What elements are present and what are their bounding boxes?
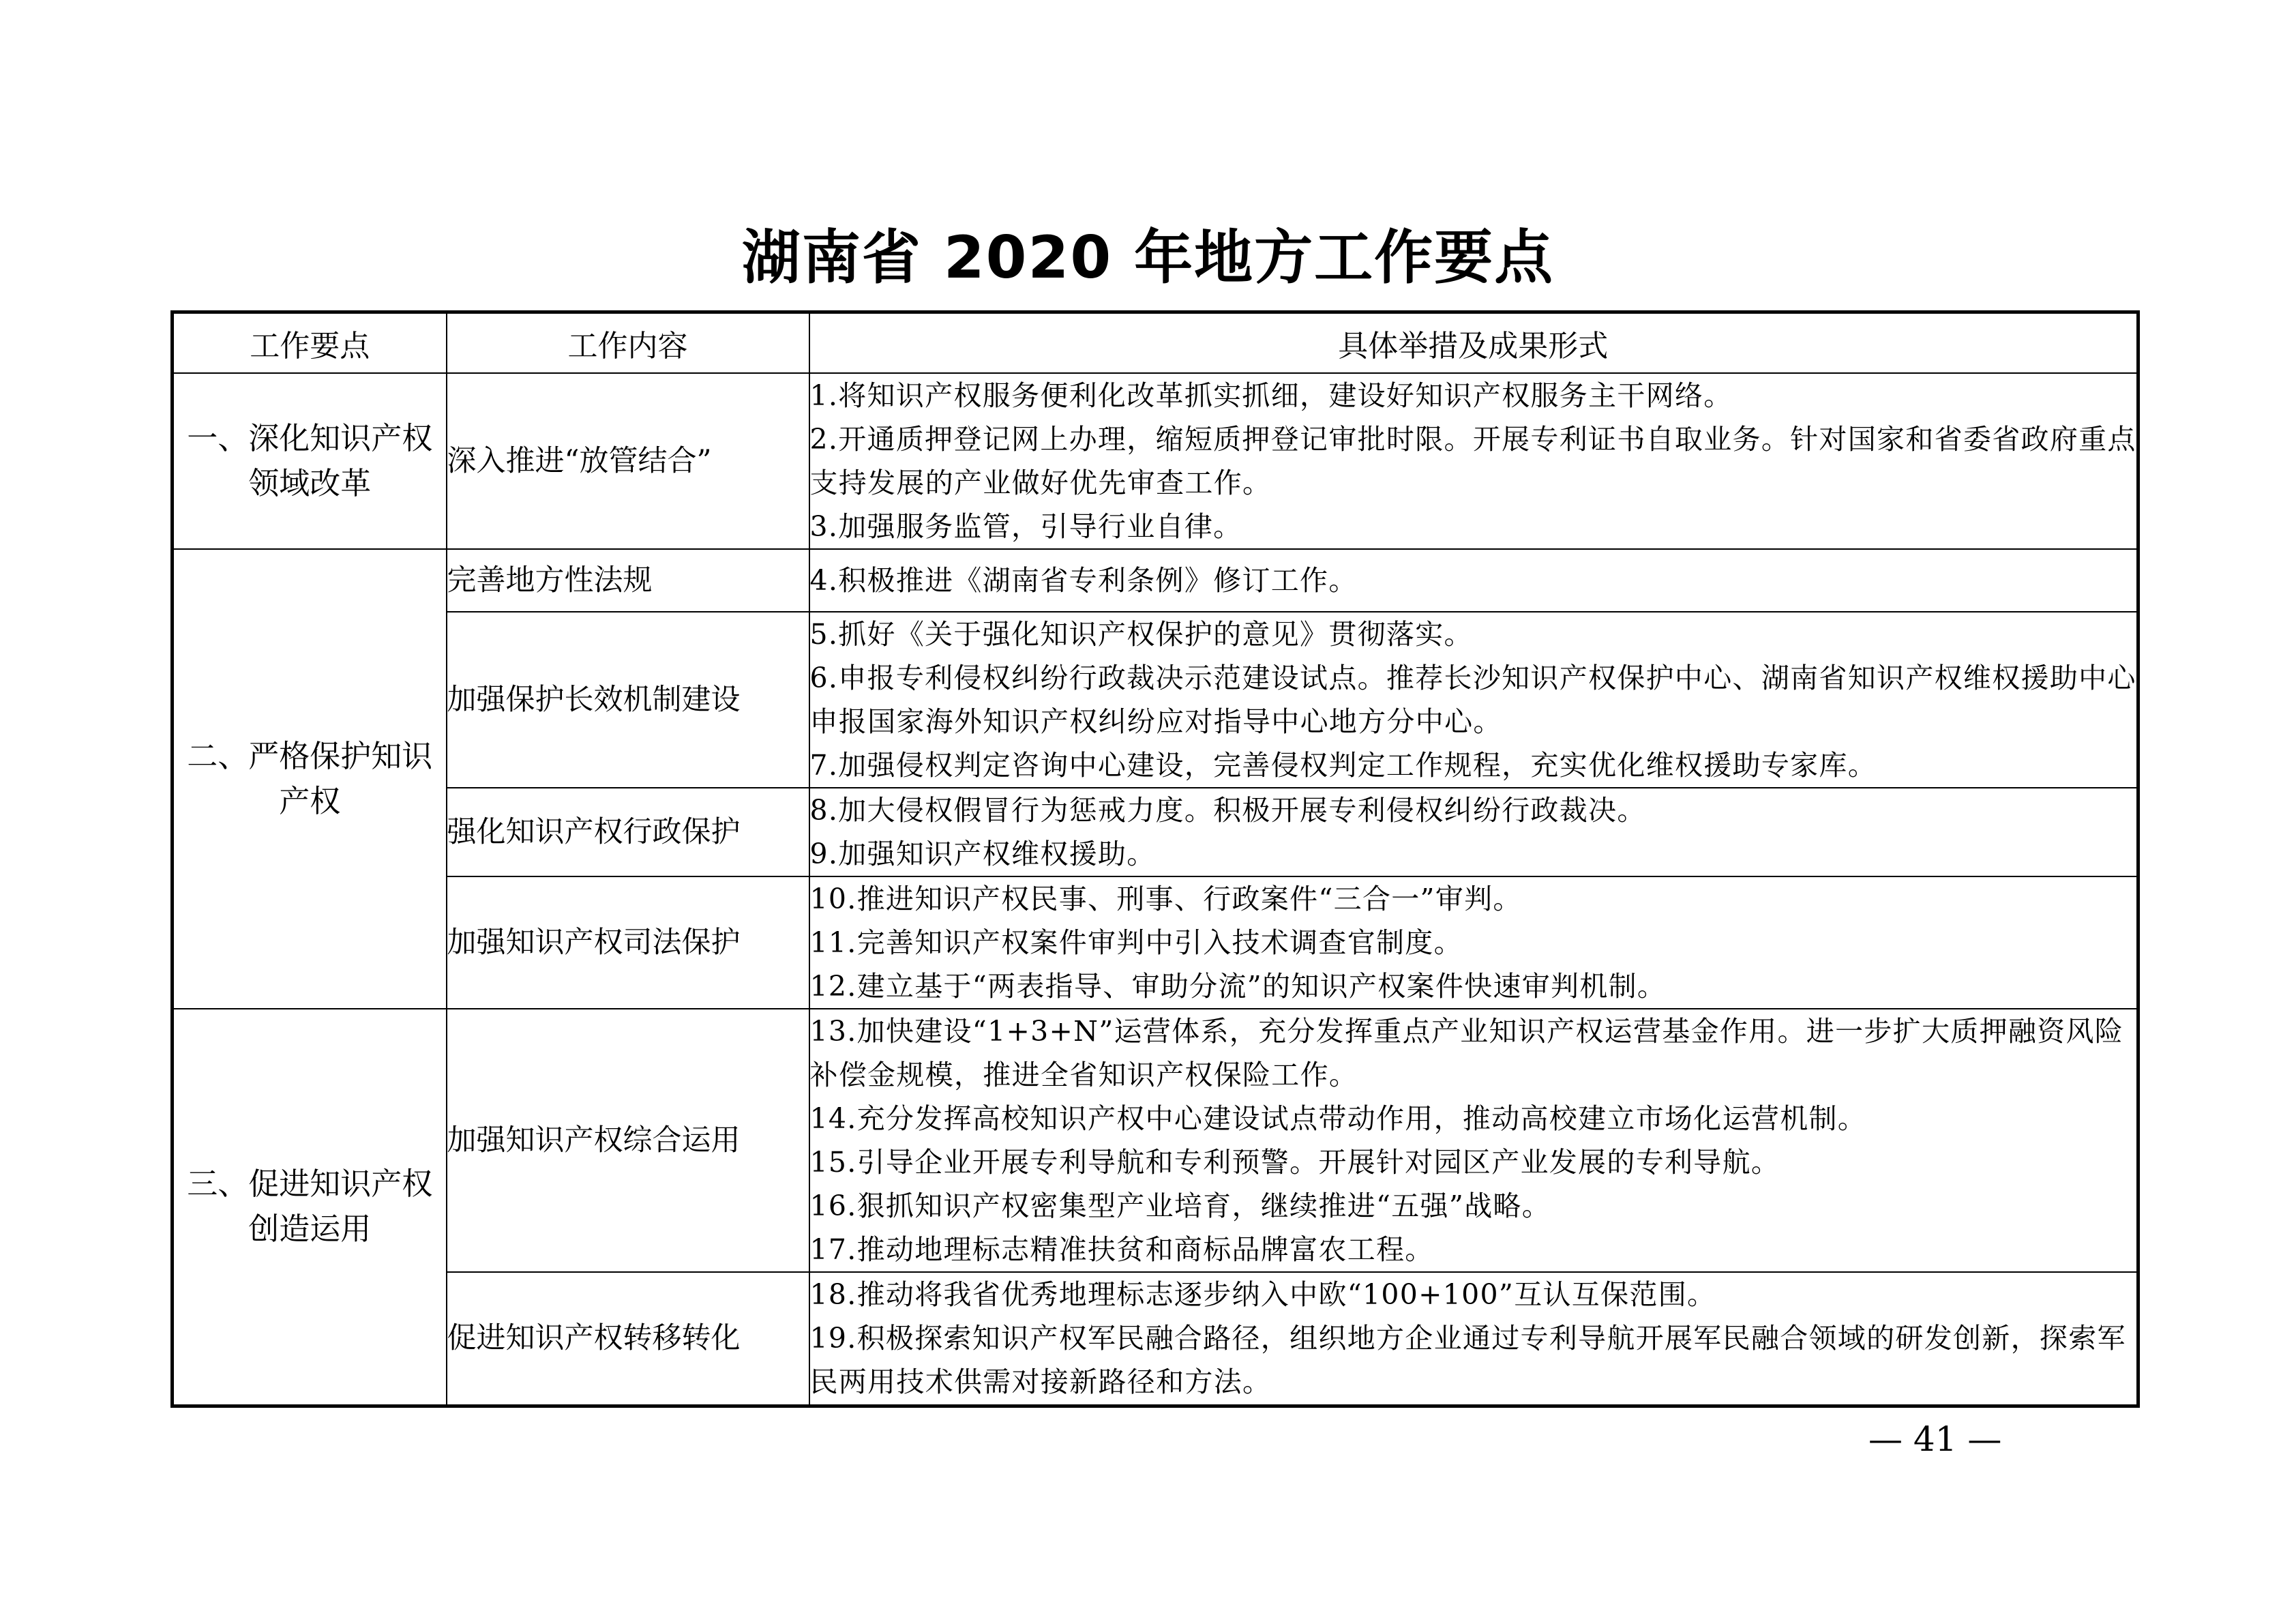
table-header-row [173, 312, 2138, 374]
measure-item: 13.加快建设“1+3+N”运营体系，充分发挥重点产业知识产权运营基金作用。进一步扩大质押融资风险补偿金规模，推进全省知识产权保险工作。 [809, 1015, 2124, 1091]
measure-item: 4.积极推进《湖南省专利条例》修订工作。 [809, 564, 1358, 597]
work-point-cell: 一、深化知识产权领域改革 [173, 373, 447, 549]
table-row [173, 876, 2138, 1009]
measures-cell [809, 876, 2138, 1009]
header-measures: 具体举措及成果形式 [809, 312, 2138, 374]
work-point-cell: 三、促进知识产权创造运用 [173, 1009, 447, 1406]
measures-cell [809, 1009, 2138, 1272]
measure-item: 19.积极探索知识产权军民融合路径，组织地方企业通过专利导航开展军民融合领域的研发创新，探索军民两用技术供需对接新路径和方法。 [809, 1322, 2126, 1399]
measure-item: 11.完善知识产权案件审判中引入技术调查官制度。 [809, 926, 1463, 959]
page-number: — 41 — [1868, 1419, 2002, 1459]
measure-item: 6.申报专利侵权纠纷行政裁决示范建设试点。推荐长沙知识产权保护中心、湖南省知识产权维权援助中心申报国家海外知识产权纠纷应对指导中心地方分中心。 [809, 662, 2136, 738]
table-row [173, 1009, 2138, 1272]
measure-item: 3.加强服务监管，引导行业自律。 [809, 510, 1242, 543]
measures-cell [809, 549, 2138, 612]
measure-item: 7.加强侵权判定咨询中心建设，完善侵权判定工作规程，充实优化维权援助专家库。 [809, 749, 1877, 782]
table-row [173, 549, 2138, 612]
table-row [173, 1272, 2138, 1406]
measures-cell [809, 1272, 2138, 1406]
measure-item: 2.开通质押登记网上办理，缩短质押登记审批时限。开展专利证书自取业务。针对国家和省委省政府重点支持发展的产业做好优先审查工作。 [809, 423, 2136, 499]
measure-item: 14.充分发挥高校知识产权中心建设试点带动作用，推动高校建立市场化运营机制。 [809, 1102, 1867, 1135]
header-work-point: 工作要点 [173, 312, 447, 374]
measure-item: 10.推进知识产权民事、刑事、行政案件“三合一”审判。 [809, 883, 1522, 915]
table-row [173, 612, 2138, 788]
work-content-cell: 加强知识产权综合运用 [447, 1009, 809, 1272]
work-content-cell: 强化知识产权行政保护 [447, 788, 809, 876]
header-work-content: 工作内容 [447, 312, 809, 374]
measure-item: 9.加强知识产权维权援助。 [809, 838, 1156, 870]
measure-item: 1.将知识产权服务便利化改革抓实抓细，建设好知识产权服务主干网络。 [809, 379, 1733, 412]
measure-item: 8.加大侵权假冒行为惩戒力度。积极开展专利侵权纠纷行政裁决。 [809, 794, 1646, 827]
measures-cell [809, 612, 2138, 788]
table-row [173, 788, 2138, 876]
table-row [173, 373, 2138, 549]
work-point-cell: 二、严格保护知识产权 [173, 549, 447, 1009]
measure-item: 5.抓好《关于强化知识产权保护的意见》贯彻落实。 [809, 618, 1473, 651]
work-content-cell: 深入推进“放管结合” [447, 373, 809, 549]
measure-item: 12.建立基于“两表指导、审助分流”的知识产权案件快速审判机制。 [809, 970, 1667, 1003]
work-content-cell: 加强知识产权司法保护 [447, 876, 809, 1009]
work-points-table [170, 310, 2140, 1408]
measure-item: 16.狠抓知识产权密集型产业培育，继续推进“五强”战略。 [809, 1190, 1551, 1222]
page-title: 湖南省 2020 年地方工作要点 [741, 224, 1555, 292]
measure-item: 15.引导企业开展专利导航和专利预警。开展针对园区产业发展的专利导航。 [809, 1146, 1780, 1179]
measure-item: 18.推动将我省优秀地理标志逐步纳入中欧“100+100”互认互保范围。 [809, 1278, 1716, 1312]
measures-cell [809, 788, 2138, 876]
work-content-cell: 加强保护长效机制建设 [447, 612, 809, 788]
measures-cell [809, 373, 2138, 549]
measure-item: 17.推动地理标志精准扶贫和商标品牌富农工程。 [809, 1233, 1434, 1266]
work-content-cell: 完善地方性法规 [447, 549, 809, 612]
work-content-cell: 促进知识产权转移转化 [447, 1272, 809, 1406]
